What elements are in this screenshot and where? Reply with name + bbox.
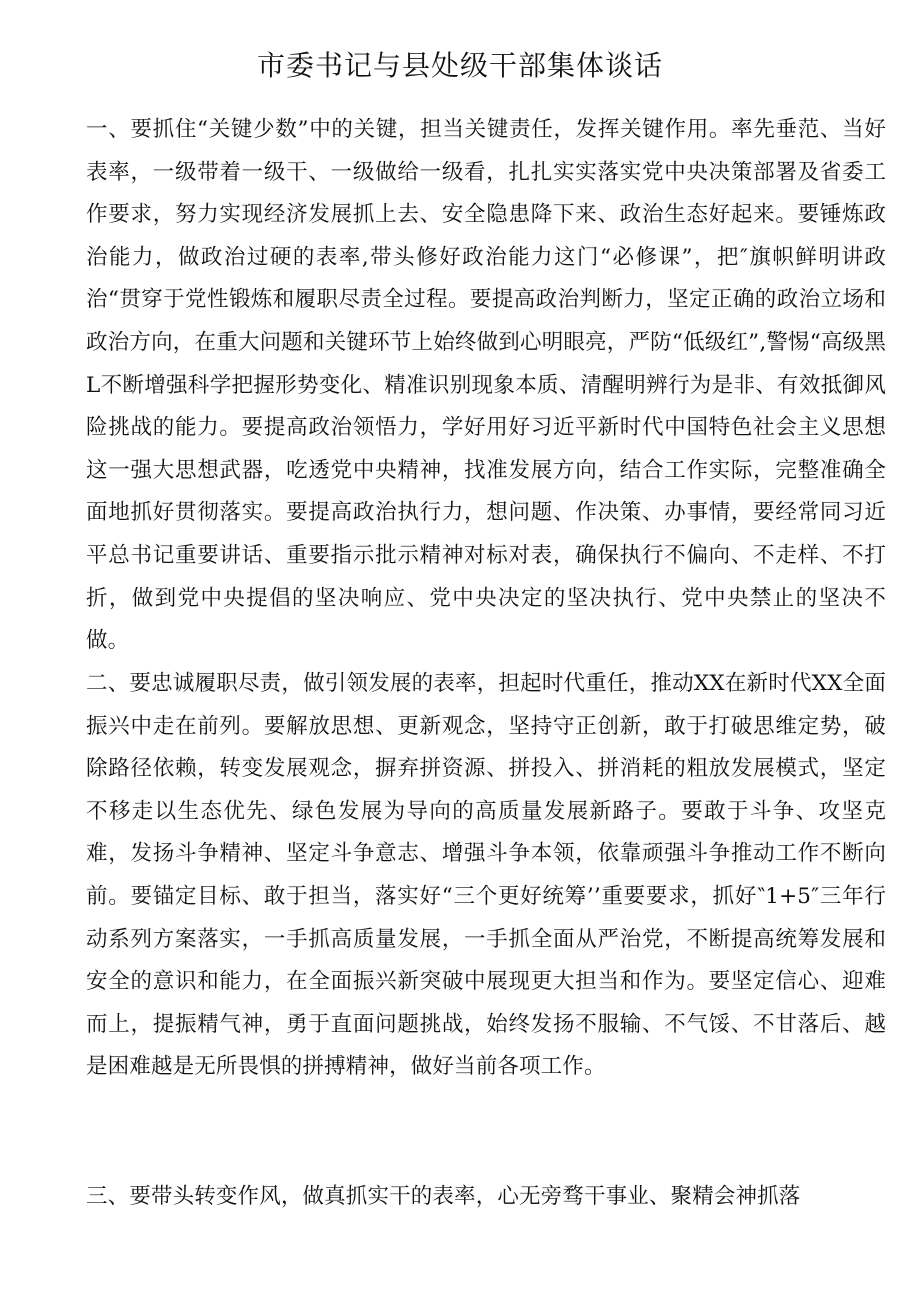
paragraph-2: 二、要忠诚履职尽责，做引领发展的表率，担起时代重任，推动XX在新时代XX全面振兴中走在前列。要解放思想、更新观念，坚持守正创新，敢于打破思维定势，破除路径依赖，转变发展观念，摒弃拼资源、拼投入、拼消耗的粗放发展模式，坚定不移走以生态优先、绿色发展为导向的高质量发展新路子。要敢于斗争、攻坚克难，发扬斗争精神、坚定斗争意志、增强斗争本领，依靠顽强斗争推动工作不断向前。要锚定目标、敢于担当，落实好“三个更好统筹’’重要要求，抓好‶1+5″三年行动系列方案落实，一手抓高质量发展，一手抓全面从严治党，不断提高统筹发展和安全的意识和能力，在全面振兴新突破中展现更大担当和作为。要坚定信心、迎难而上，提振精气神，勇于直面问题挑战，始终发扬不服输、不气馁、不甘落后、越是困难越是无所畏惧的拼搏精神，做好当前各项工作。 [86,671,886,1080]
paragraph-3: 三、要带头转变作风，做真抓实干的表率，心无旁骛干事业、聚精会神抓落 [86,1184,801,1209]
document-title: 市委书记与县处级干部集体谈话 [256,49,663,82]
paragraph-1: 一、要抓住“关键少数”中的关键，担当关键责任，发挥关键作用。率先垂范、当好表率，一级带着一级干、一级做给一级看，扎扎实实落实党中央决策部署及省委工作要求，努力实现经济发展抓上去、安全隐患降下来、政治生态好起来。要锤炼政治能力，做政治过硬的表率,带头修好政治能力这门“必修课”，把″旗帜鲜明讲政治“贯穿于党性锻炼和履职尽责全过程。要提高政治判断力，坚定正确的政治立场和政治方向，在重大问题和关键环节上始终做到心明眼亮，严防“低级红”,警惕“高级黑L不断增强科学把握形势变化、精准识别现象本质、清醒明辨行为是非、有效抵御风险挑战的能力。要提高政治领悟力，学好用好习近平新时代中国特色社会主义思想这一强大思想武器，吃透党中央精神，找准发展方向，结合工作实际，完整准确全面地抓好贯彻落实。要提高政治执行力，想问题、作决策、办事情，要经常同习近平总书记重要讲话、重要指示批示精神对标对表，确保执行不偏向、不走样、不打折，做到党中央提倡的坚决响应、党中央决定的坚决执行、党中央禁止的坚决不做。 [86,117,886,654]
